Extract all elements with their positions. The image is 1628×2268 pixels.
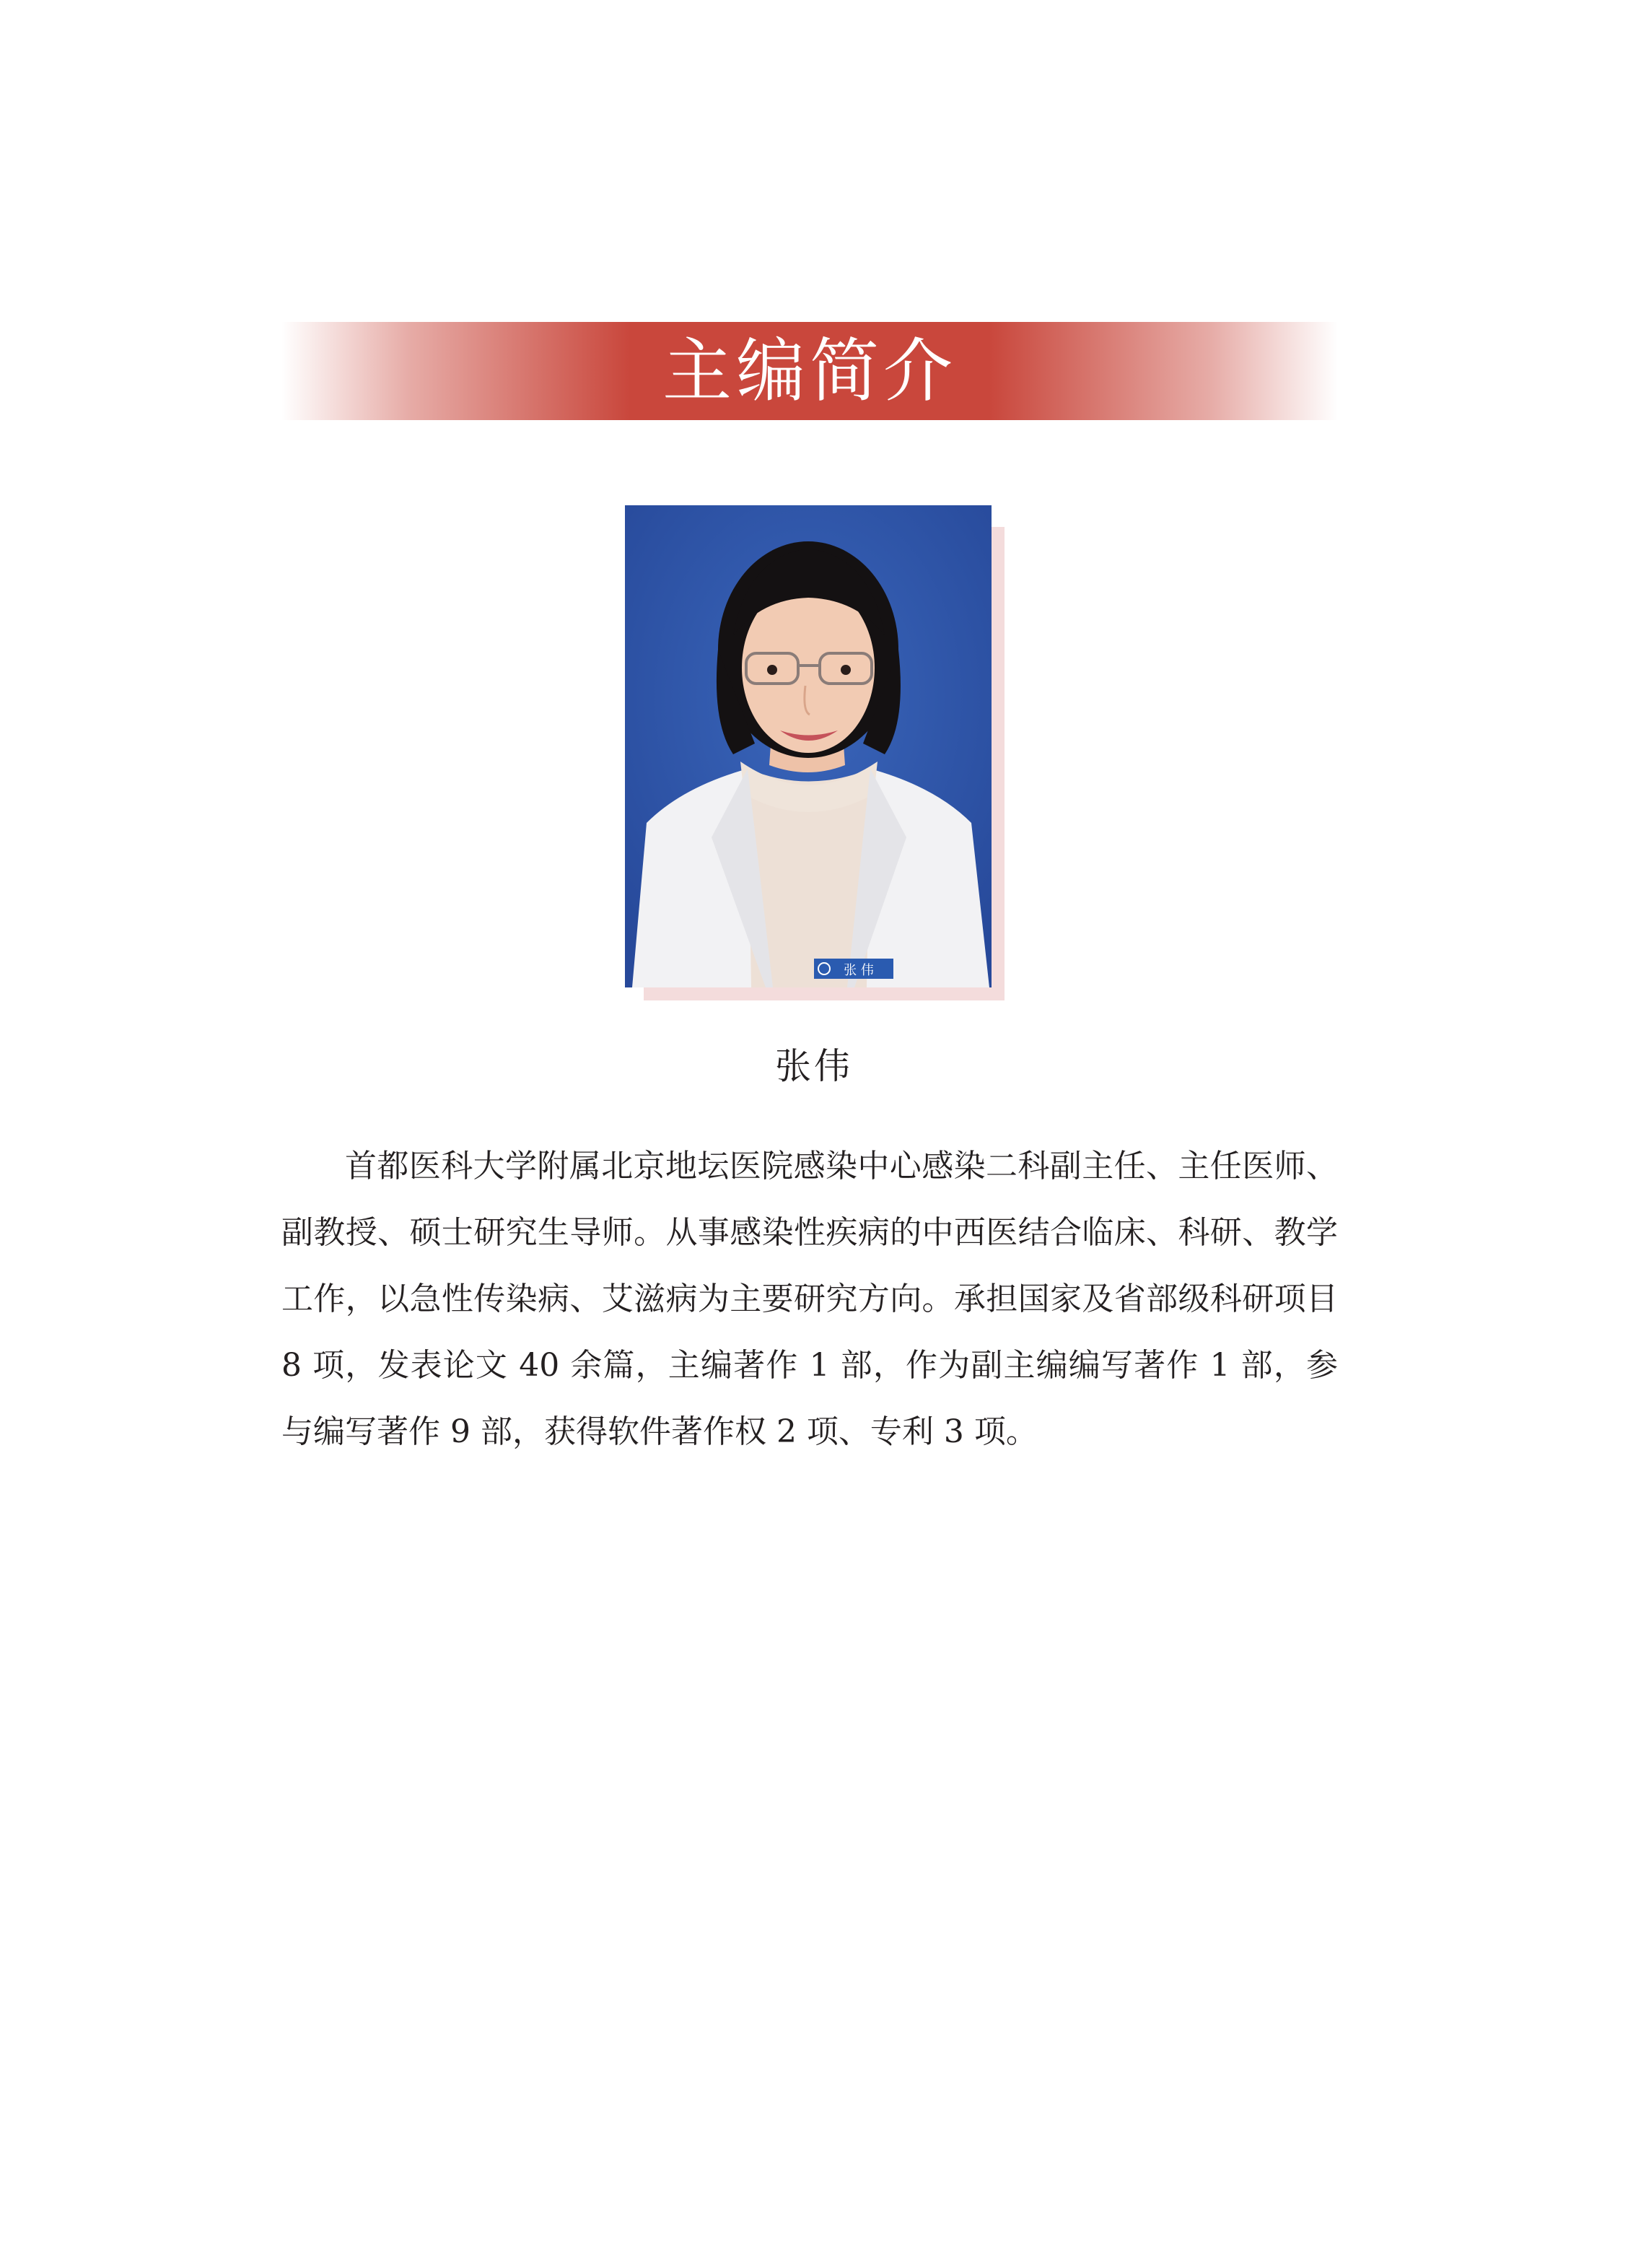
page-title: 主编简介	[662, 331, 957, 411]
badge-text: 张 伟	[844, 963, 874, 978]
editor-portrait	[625, 505, 992, 987]
editor-bio: 首都医科大学附属北京地坛医院感染中心感染二科副主任、主任医师、副教授、硕士研究生导师。从事感染性疾病的中西医结合临床、科研、教学工作，以急性传染病、艾滋病为主要研究方向。承担国家及省部级科研项目 8 项，发表论文 40 余篇，主编著作 1 部，作为副主编编写著作 1 部，参与编写著作 9 部，获得软件著作权 2 项、专利 3 项。	[281, 1148, 1338, 1450]
title-banner	[281, 322, 1338, 420]
editor-name: 张伟	[775, 1045, 853, 1087]
